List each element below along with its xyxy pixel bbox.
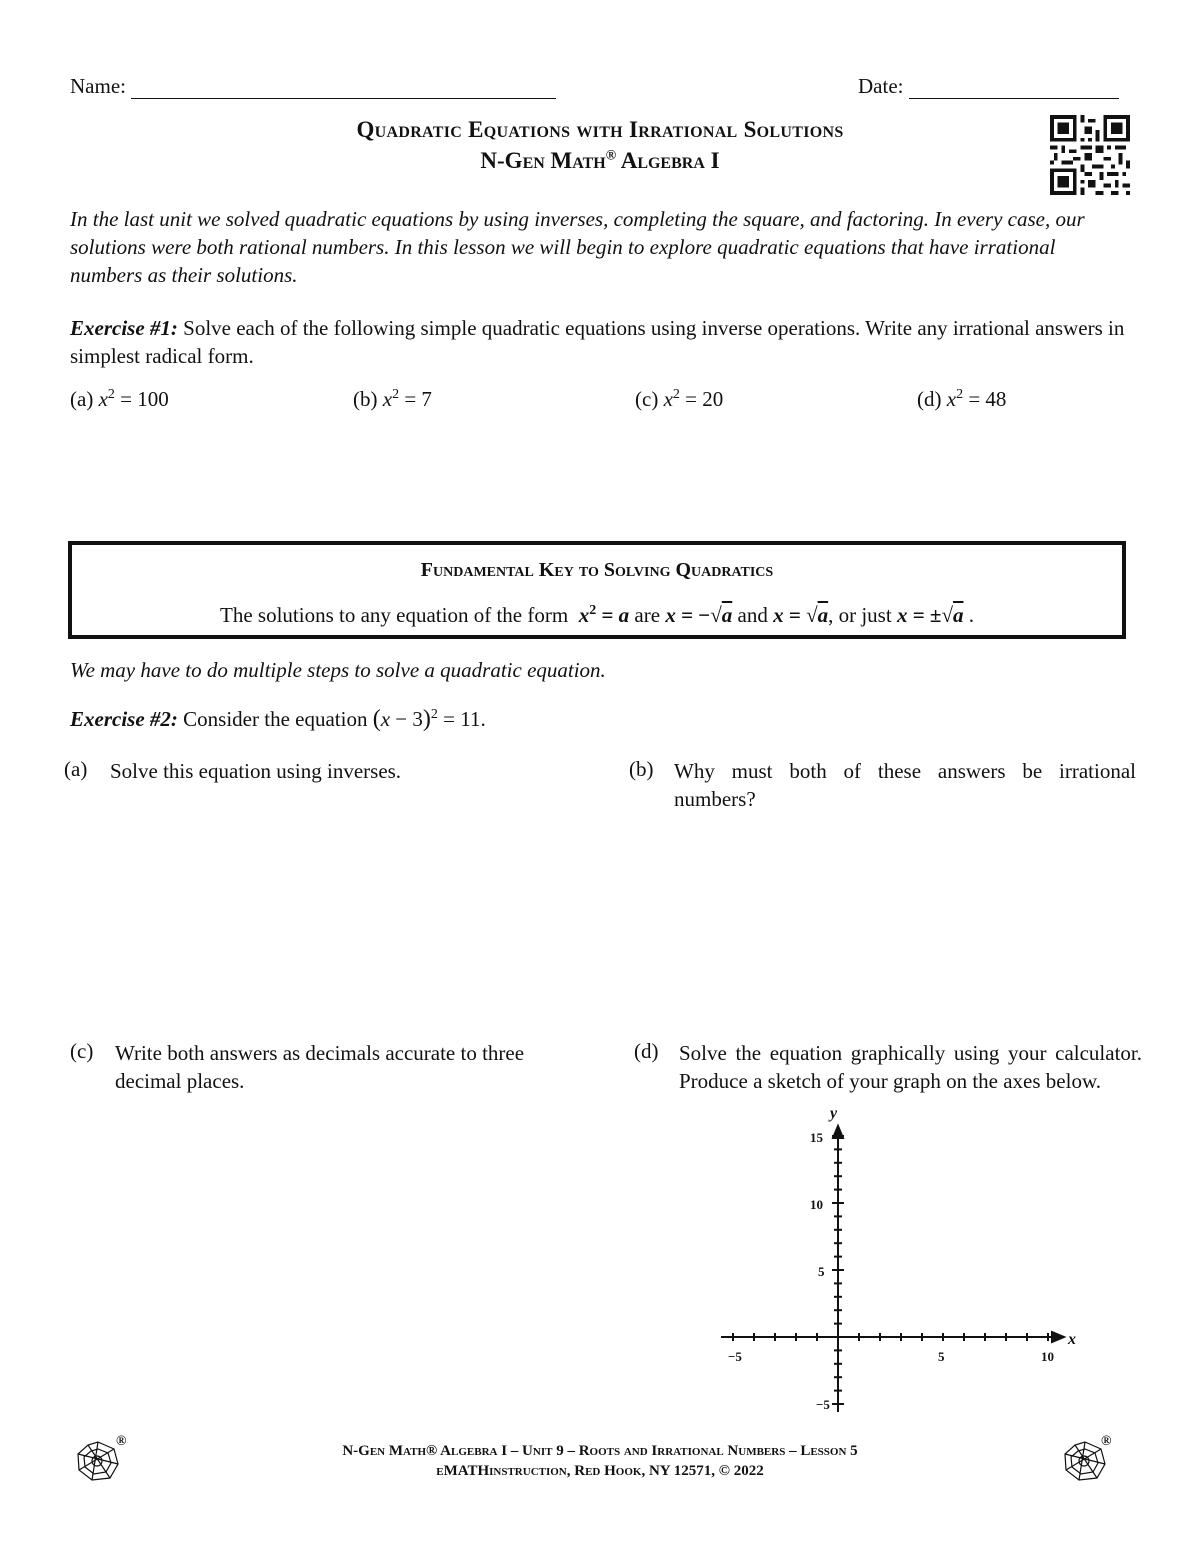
exercise-1-prompt	[70, 314, 1132, 370]
exercise-2-label: Exercise #2:	[70, 707, 178, 731]
exercise-1-part-a: (a) $x^2 = 100$	[70, 387, 169, 411]
exercise-2-equation-rhs: = 11.	[443, 707, 486, 731]
part-letter: (c)	[635, 387, 659, 411]
part-letter: (a)	[70, 387, 94, 411]
key-text-are: are	[634, 603, 661, 627]
key-text-or-just: , or just	[828, 603, 892, 627]
y-tick-label: 15	[810, 1130, 823, 1145]
part-letter: (b)	[353, 387, 378, 411]
logo-left-reg: ®	[116, 1434, 127, 1449]
name-field[interactable]	[70, 74, 556, 99]
exercise-2-d-text: Solve the equation graphically using your calculator. Produce a sketch of your graph on the axes below.	[679, 1041, 1142, 1093]
x-axis-label: x	[1068, 1331, 1076, 1348]
y-tick-label: 10	[810, 1197, 823, 1212]
x-tick-label: 5	[938, 1349, 945, 1364]
exercise-2-a-letter: (a)	[64, 757, 88, 781]
part-equation: = 7	[404, 387, 432, 411]
footer-line-1: N-Gen Math® Algebra I – Unit 9 – Roots and Irrational Numbers – Lesson 5	[342, 1443, 858, 1459]
part-letter: (d)	[917, 387, 942, 411]
x-tick-label: −5	[728, 1349, 742, 1364]
exercise-1-text: Solve each of the following simple quadratic equations using inverse operations. Write any irrational answers in simplest radical form.	[70, 316, 1125, 368]
name-blank[interactable]	[131, 78, 556, 99]
part-equation: = 48	[968, 387, 1007, 411]
qr-code-icon	[1048, 115, 1132, 195]
exercise-2-b-text: Why must both of these answers be irrational numbers?	[674, 759, 1136, 811]
page-title: Quadratic Equations with Irrational Solutions	[356, 117, 844, 142]
key-text-end: .	[968, 603, 974, 627]
name-label: Name:	[70, 74, 126, 98]
part-equation: = 100	[120, 387, 169, 411]
y-tick-label: 5	[818, 1264, 825, 1279]
page-subtitle	[200, 148, 1000, 174]
logo-right-reg: ®	[1101, 1434, 1112, 1449]
key-text-and: and	[737, 603, 768, 627]
date-label: Date:	[858, 74, 904, 98]
key-box-title: Fundamental Key to Solving Quadratics	[420, 559, 774, 581]
exercise-2-text: Consider the equation	[183, 707, 368, 731]
emath-logo-icon	[74, 1440, 122, 1482]
subtitle-brand: N-Gen Math	[480, 148, 606, 173]
exercise-1-label: Exercise #1:	[70, 316, 178, 340]
x-axis-arrow-icon	[1052, 1332, 1064, 1342]
key-text-start: The solutions to any equation of the form	[220, 603, 569, 627]
date-field[interactable]	[858, 74, 1119, 99]
exercise-2-d-letter: (d)	[634, 1039, 659, 1063]
subtitle-course: Algebra I	[620, 148, 720, 173]
subtitle-reg: ®	[605, 148, 617, 164]
exercise-2-b-letter: (b)	[629, 757, 654, 781]
exercise-1-part-c: (c) $x^2 = 20$	[635, 387, 724, 411]
y-tick-label: −5	[816, 1397, 830, 1412]
intro-paragraph: In the last unit we solved quadratic equations by using inverses, completing the square, and factoring. In every case, our solutions were both rational numbers. In this lesson we will begin to explore quadratic equations that have irrational numbers as their solutions.	[70, 207, 1085, 287]
exercise-1-part-d: (d) $x^2 = 48$	[917, 387, 1007, 411]
key-box-statement: The solutions to any equation of the form $x^2 = a$ are x = −√a and x = √a, or just x = ±√a .	[220, 603, 974, 627]
exercise-2-prompt: Exercise #2: Consider the equation $(x - 3)^2 = 11$.	[70, 706, 486, 732]
exercise-1-part-b: (b) $x^2 = 7$	[353, 387, 432, 411]
coordinate-axes[interactable]	[700, 1100, 1100, 1420]
date-blank[interactable]	[909, 78, 1119, 99]
exercise-2-a-text: Solve this equation using inverses.	[110, 759, 402, 783]
footer-line-2: eMATHinstruction, Red Hook, NY 12571, © 2022	[436, 1463, 764, 1479]
fundamental-key-box	[68, 541, 1126, 639]
exercise-2-c-text: Write both answers as decimals accurate to three decimal places.	[115, 1041, 525, 1093]
exercise-2-c-letter: (c)	[70, 1039, 94, 1063]
y-axis-label: y	[830, 1105, 838, 1122]
part-equation: = 20	[685, 387, 724, 411]
x-tick-label: 10	[1041, 1349, 1054, 1364]
multi-step-note: We may have to do multiple steps to solve a quadratic equation.	[70, 658, 606, 682]
